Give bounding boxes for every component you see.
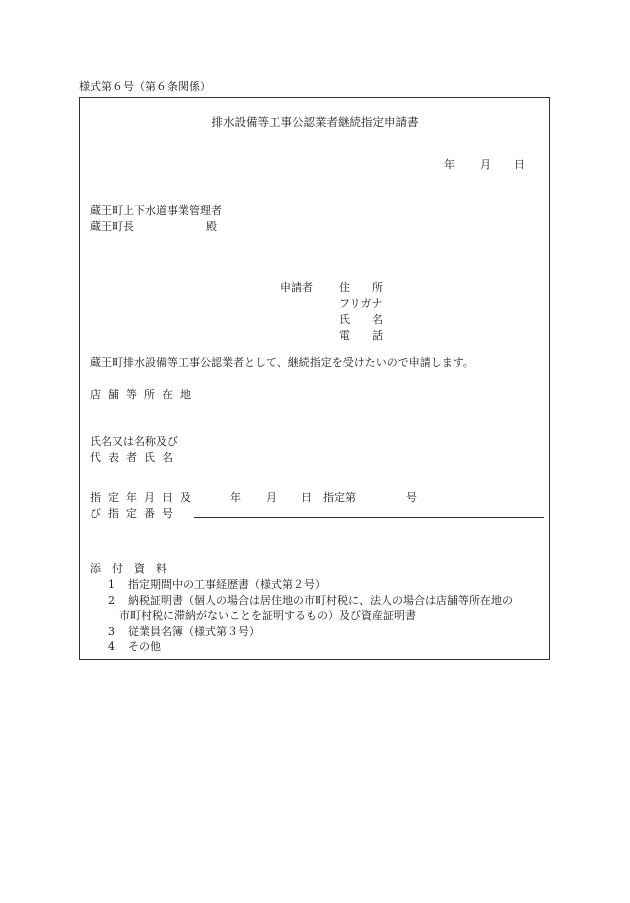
store-location-label: 店舗等所在地	[90, 388, 198, 401]
attachment-num-4: 4	[108, 640, 115, 653]
designation-year: 年	[230, 491, 241, 504]
form-number: 様式第６号（第６条関係）	[79, 80, 211, 93]
attachment-text-4: その他	[128, 640, 161, 653]
attachment-num-2: 2	[108, 594, 115, 607]
designation-suffix: 号	[406, 491, 417, 504]
date-year: 年	[444, 158, 455, 171]
application-form	[79, 97, 550, 660]
attachment-num-3: 3	[108, 625, 115, 638]
attachment-num-1: 1	[108, 578, 115, 591]
designation-prefix: 指定第	[323, 491, 356, 504]
addressee-line1: 蔵王町上下水道事業管理者	[90, 204, 222, 217]
applicant-furigana-label: フリガナ	[339, 297, 383, 310]
form-title: 排水設備等工事公認業者継続指定申請書	[211, 115, 419, 129]
application-statement: 蔵王町排水設備等工事公認業者として、継続指定を受けたいので申請します。	[90, 356, 474, 369]
applicant-name-label: 氏 名	[339, 313, 383, 326]
attachment-text-1: 指定期間中の工事経歴書（様式第２号）	[128, 578, 326, 591]
applicant-address-label: 住 所	[339, 281, 383, 294]
representative-label-line1: 氏名又は名称及び	[90, 435, 178, 448]
designation-month: 月	[266, 491, 277, 504]
date-month: 月	[480, 158, 491, 171]
designation-label-line2: び指定番号	[90, 507, 180, 520]
addressee-line2: 蔵王町長	[90, 220, 134, 233]
designation-label-line1: 指定年月日及	[90, 491, 198, 504]
applicant-phone-label: 電 話	[339, 329, 383, 342]
designation-day: 日	[301, 491, 312, 504]
attachment-text-2: 納税証明書（個人の場合は居住地の市町村税に、法人の場合は店舗等所在地の	[128, 594, 513, 607]
representative-label-line2: 代表者氏名	[90, 451, 180, 464]
designation-underline	[194, 517, 544, 518]
applicant-label: 申請者	[280, 281, 313, 294]
date-day: 日	[514, 158, 525, 171]
attachments-heading: 添 付 資 料	[90, 562, 167, 575]
attachment-text-2-cont: 市町村税に滞納がないことを証明するもの）及び資産証明書	[119, 609, 416, 622]
addressee-suffix: 殿	[206, 220, 217, 233]
attachment-text-3: 従業員名簿（様式第３号）	[128, 625, 260, 638]
